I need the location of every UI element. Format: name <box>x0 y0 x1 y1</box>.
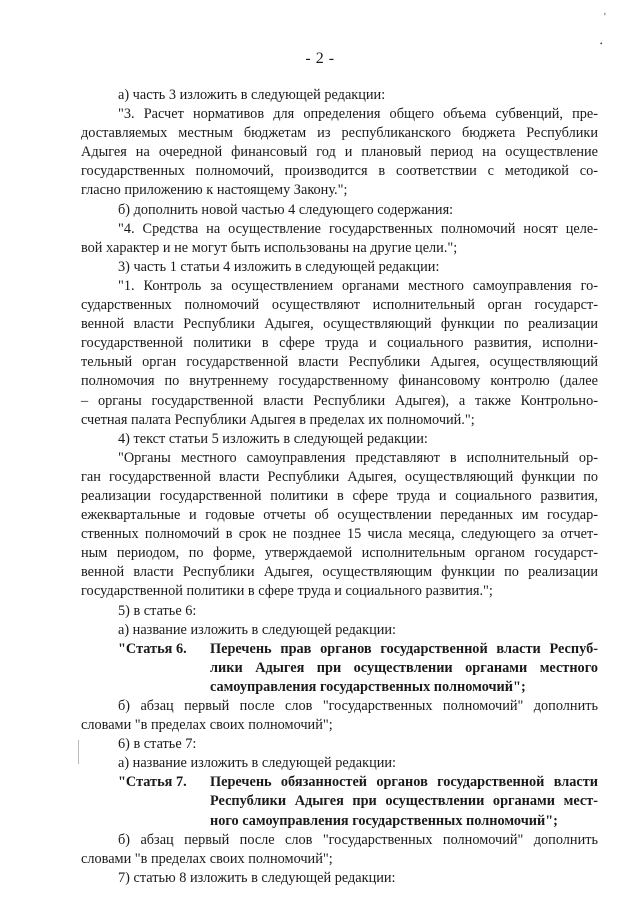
text-line: 4) текст статьи 5 изложить в следующей редакции: <box>118 430 428 447</box>
text-line: словами "в пределах своих полномочий"; <box>81 850 333 867</box>
text-line: реализации государственной политики в сфере труда и социального развития, <box>81 487 598 504</box>
text-line: а) часть 3 изложить в следующей редакции: <box>118 87 386 103</box>
article-6-heading <box>118 640 598 697</box>
page-number: - 2 - <box>305 50 335 67</box>
text-line: "Органы местного самоуправления представляют в исполнительный ор- <box>118 449 598 466</box>
document-body <box>81 86 598 888</box>
text-line: государственной политики в сфере труда и социального развития."; <box>81 583 493 600</box>
text-line: гласно приложению к настоящему Закону."; <box>81 182 348 199</box>
article-6-title-line: самоуправления государственных полномочий"; <box>210 678 526 695</box>
article-6-title-line: лики Адыгея при осуществлении органами местного <box>210 659 598 676</box>
text-line: государственной политики в сфере труда и социального развития, исполни- <box>81 335 598 352</box>
text-line: ственных полномочий в срок не позднее 15 числа месяца, следующего за отчет- <box>81 526 598 543</box>
text-line: тельный орган государственной власти Республики Адыгея, осуществляющий <box>81 354 598 371</box>
text-block-1 <box>81 86 598 640</box>
text-line: "3. Расчет нормативов для определения общего объема субвенций, пре- <box>118 106 598 123</box>
text-line: 5) в статье 6: <box>118 602 197 619</box>
text-line: Адыгея на очередной финансовый год и плановый период на осуществление <box>81 144 598 161</box>
text-line: "1. Контроль за осуществлением органами местного самоуправления го- <box>118 277 598 294</box>
text-line: венной власти Республики Адыгея, осуществляющим функции по реализации <box>81 564 598 581</box>
text-line: словами "в пределах своих полномочий"; <box>81 717 333 734</box>
article-7-number: "Статья 7. <box>118 774 187 791</box>
text-line: а) название изложить в следующей редакции: <box>118 621 396 638</box>
article-7-title-line: Перечень обязанностей органов государственной власти <box>210 774 598 791</box>
scan-mark-dot: • <box>600 40 603 48</box>
text-line: б) абзац первый после слов "государственных полномочий" дополнить <box>118 698 598 714</box>
text-line: венной власти Республики Адыгея, осуществляющий функции по реализации <box>81 316 598 333</box>
text-line: 3) часть 1 статьи 4 изложить в следующей редакции: <box>118 258 440 275</box>
text-line: 7) статью 8 изложить в следующей редакции: <box>118 869 396 886</box>
text-line: "4. Средства на осуществление государственных полномочий носят целе- <box>118 220 598 237</box>
article-7-title-line: Республики Адыгея при осуществлении органами мест- <box>210 793 598 810</box>
text-line: доставляемых местным бюджетам из республиканского бюджета Республики <box>81 125 598 142</box>
text-line: ежеквартальные и годовые отчеты об осуществлении переданных им государ- <box>81 507 598 524</box>
text-line: ным периодом, по форме, утверждаемой исполнительным органом государст- <box>81 545 598 562</box>
text-line: б) абзац первый после слов "государственных полномочий" дополнить <box>118 831 598 848</box>
text-line: а) название изложить в следующей редакции: <box>118 755 396 772</box>
article-6-number: "Статья 6. <box>118 640 187 657</box>
text-line: 6) в статье 7: <box>118 736 197 753</box>
text-line: вой характер и не могут быть использованы на другие цели."; <box>81 239 458 256</box>
article-7-title <box>210 773 598 830</box>
article-6-title-line: Перечень прав органов государственной власти Респуб- <box>210 640 598 657</box>
text-line: полномочия по внутреннему государственному финансовому контролю (далее <box>81 373 598 390</box>
text-block-2 <box>81 697 598 773</box>
article-7-title-line: ного самоуправления государственных полномочий"; <box>210 812 558 829</box>
scan-mark-corner: ' <box>604 12 606 23</box>
text-line: – органы государственной власти Республики Адыгея), а также Контрольно- <box>81 392 598 409</box>
article-6-title <box>210 640 598 697</box>
scan-mark-line <box>78 740 79 764</box>
text-block-3 <box>81 831 598 888</box>
text-line: счетная палата Республики Адыгея в пределах их полномочий."; <box>81 411 475 428</box>
text-line: государственных полномочий, производится в соответствии с методикой со- <box>81 163 598 180</box>
text-line: ган государственной власти Республики Адыгея, осуществляющий функции по <box>81 468 598 485</box>
text-line: сударственных полномочий осуществляют исполнительный орган государст- <box>81 297 598 314</box>
article-7-heading <box>118 773 598 830</box>
text-line: б) дополнить новой частью 4 следующего содержания: <box>118 201 454 218</box>
